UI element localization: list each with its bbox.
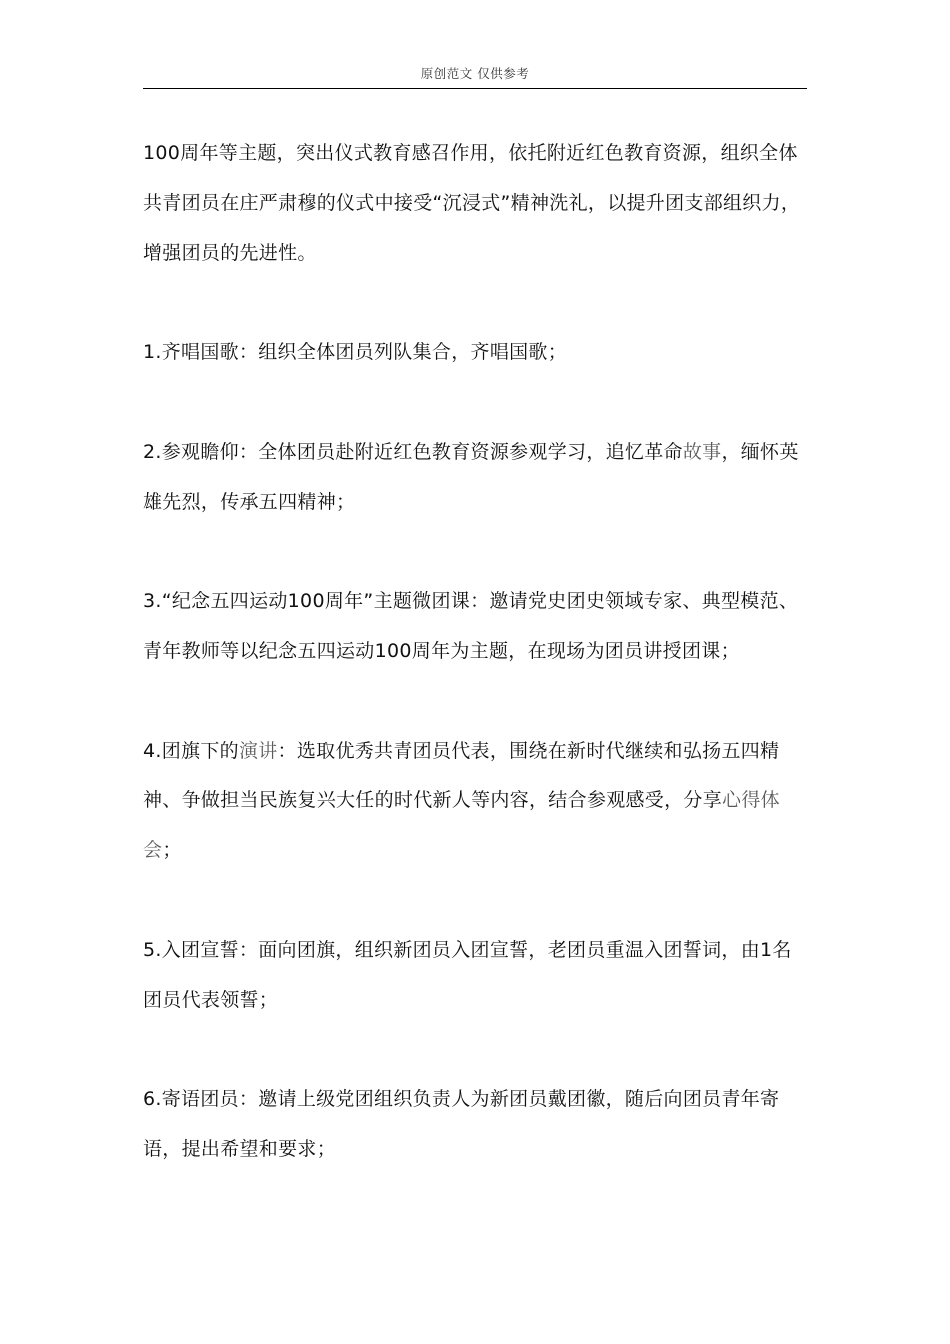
- paragraph-text: ，缅怀英雄先烈，传承五四精神；: [143, 440, 799, 513]
- header-text: 原创范文 仅供参考: [420, 66, 530, 81]
- highlighted-term: 演讲: [238, 739, 278, 762]
- page-header: [143, 62, 807, 89]
- paragraph-text: ；: [162, 839, 182, 862]
- highlighted-term: 心得体会: [143, 789, 780, 862]
- paragraph-text: 5.入团宣誓：面向团旗，组织新团员入团宣誓，老团员重温入团誓词，由1名团员代表领誓；: [143, 938, 792, 1011]
- paragraph-text: 100周年等主题，突出仪式教育感召作用，依托附近红色教育资源，组织全体共青团员在庄严肃穆的仪式中接受“沉浸式”精神洗礼，以提升团支部组织力，增强团员的先进性。: [143, 142, 801, 264]
- paragraph-text: ：选取优秀共青团员代表，围绕在新时代继续和弘扬五四精神、争做担当民族复兴大任的时代新人等内容，结合参观感受，分享: [143, 739, 780, 812]
- paragraph-text: 6.寄语团员：邀请上级党团组织负责人为新团员戴团徽，随后向团员青年寄语，提出希望和要求；: [143, 1088, 780, 1160]
- document-body: [143, 129, 807, 1175]
- paragraph-text: 4.团旗下的: [143, 739, 239, 762]
- highlighted-term: 故事: [682, 440, 722, 463]
- paragraph-text: 1.齐唱国歌：组织全体团员列队集合，齐唱国歌；: [143, 341, 568, 364]
- paragraph-gap: [143, 378, 807, 428]
- paragraph-item-2: [143, 428, 807, 528]
- paragraph-text: 3.“纪念五四运动100周年”主题微团课：邀请党史团史领域专家、典型模范、青年教师等以纪念五四运动100周年为主题，在现场为团员讲授团课；: [143, 590, 799, 662]
- paragraph-item-6: [143, 1075, 807, 1175]
- paragraph-item-5: [143, 926, 807, 1026]
- paragraph-gap: [143, 876, 807, 926]
- paragraph-item-4: [143, 727, 807, 876]
- paragraph-item-1: [143, 328, 807, 378]
- paragraph-gap: [143, 1025, 807, 1075]
- paragraph-item-3: [143, 577, 807, 677]
- paragraph-text: 2.参观瞻仰：全体团员赴附近红色教育资源参观学习，追忆革命: [143, 440, 683, 463]
- paragraph-gap: [143, 278, 807, 328]
- paragraph-gap: [143, 677, 807, 727]
- paragraph-intro: [143, 129, 807, 278]
- paragraph-gap: [143, 527, 807, 577]
